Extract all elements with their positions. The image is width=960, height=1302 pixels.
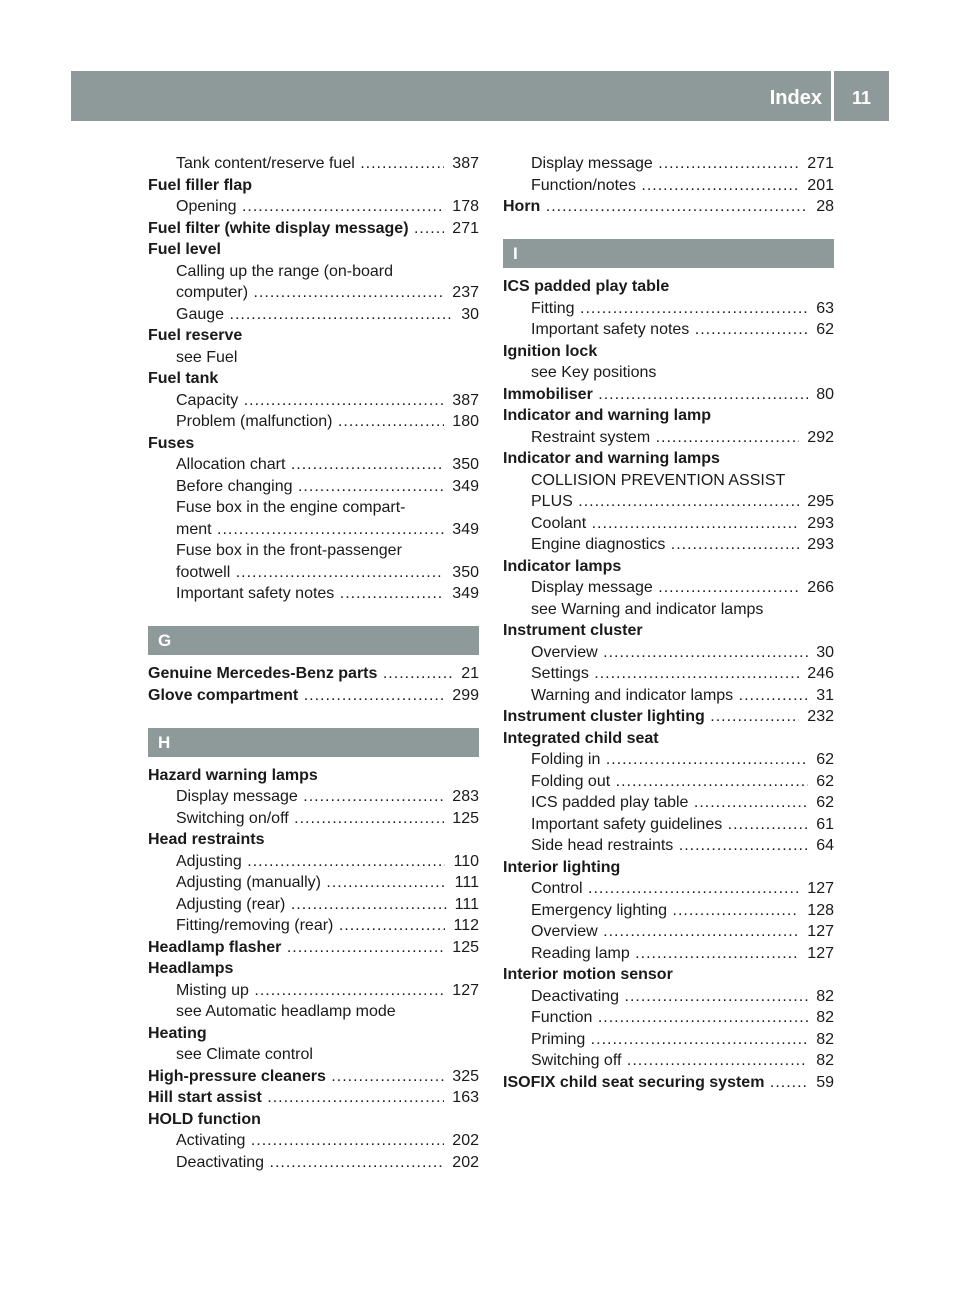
index-entry [148, 829, 479, 851]
entry-page-number[interactable]: 295 [799, 491, 834, 513]
index-subentry [148, 1001, 479, 1023]
entry-text: Settings [531, 665, 589, 682]
index-column-right [503, 153, 834, 1093]
entry-page-number[interactable]: 293 [799, 534, 834, 556]
index-entry [148, 1023, 479, 1045]
index-subentry[interactable] [503, 513, 834, 535]
entry-text: High-pressure cleaners [148, 1067, 326, 1085]
index-entry [148, 765, 479, 787]
index-entry [503, 556, 834, 578]
index-subentry[interactable] [503, 175, 834, 197]
index-subentry[interactable] [503, 814, 834, 836]
index-subentry [148, 261, 479, 283]
entry-text: see Key positions [531, 364, 657, 381]
entry-text: Switching on/off [176, 809, 289, 827]
entry-page-number[interactable]: 111 [447, 894, 479, 916]
entry-text: PLUS [531, 493, 573, 510]
index-entry [503, 964, 834, 986]
index-subentry[interactable] [503, 792, 834, 814]
entry-page-number[interactable]: 350 [444, 562, 479, 584]
index-subentry[interactable] [503, 1029, 834, 1051]
entry-text: Engine diagnostics [531, 536, 666, 553]
entry-text: Calling up the range (on-board [176, 262, 394, 280]
entry-page-number[interactable]: 82 [808, 1029, 834, 1051]
index-entry [148, 958, 479, 980]
index-subentry[interactable] [148, 894, 479, 916]
entry-text: Coolant [531, 514, 587, 532]
entry-page-number[interactable]: 292 [799, 427, 834, 449]
entry-text: Restraint system [531, 428, 651, 446]
index-subentry[interactable] [148, 304, 479, 326]
index-subentry[interactable] [503, 491, 834, 513]
entry-text: Ignition lock [503, 342, 598, 360]
entry-text: Allocation chart [176, 456, 286, 473]
index-entry [503, 728, 834, 750]
entry-page-number[interactable]: 31 [808, 685, 834, 707]
index-subentry[interactable] [148, 1130, 479, 1152]
entry-text: Activating [176, 1132, 246, 1149]
entry-page-number[interactable]: 30 [808, 642, 834, 664]
entry-text: Hill start assist [148, 1089, 262, 1106]
index-entry [148, 1109, 479, 1131]
index-subentry[interactable] [148, 980, 479, 1002]
entry-text: Immobiliser [503, 385, 593, 403]
entry-text: Fuses [148, 434, 195, 452]
entry-page-number[interactable]: 127 [799, 878, 834, 900]
entry-page-number[interactable]: 180 [444, 411, 479, 433]
entry-page-number[interactable]: 325 [444, 1066, 479, 1088]
entry-page-number[interactable]: 63 [808, 298, 834, 320]
index-subentry[interactable] [148, 282, 479, 304]
index-entry[interactable] [503, 384, 834, 406]
index-subentry[interactable] [148, 808, 479, 830]
entry-text: Warning and indicator lamps [531, 686, 734, 704]
entry-page-number[interactable]: 163 [444, 1087, 479, 1109]
index-subentry [148, 347, 479, 369]
entry-text: Interior motion sensor [503, 966, 673, 983]
entry-page-number[interactable]: 349 [444, 583, 479, 605]
entry-text: Adjusting (manually) [176, 874, 321, 891]
section-spacer [148, 605, 479, 627]
entry-text: see Automatic headlamp mode [176, 1003, 396, 1020]
entry-text: footwell [176, 563, 231, 581]
entry-text: see Warning and indicator lamps [531, 600, 764, 618]
entry-page-number[interactable]: 82 [808, 986, 834, 1008]
index-subentry[interactable] [148, 786, 479, 808]
entry-text: see Climate control [176, 1046, 313, 1063]
entry-page-number[interactable]: 349 [444, 519, 479, 541]
entry-page-number[interactable]: 349 [444, 476, 479, 498]
index-subentry[interactable] [503, 1007, 834, 1029]
entry-text: Display message [176, 788, 298, 805]
entry-text: Side head restraints [531, 837, 674, 854]
entry-page-number[interactable]: 62 [808, 749, 834, 771]
entry-page-number[interactable]: 350 [444, 454, 479, 476]
entry-text: ISOFIX child seat securing system [503, 1073, 765, 1091]
entry-page-number[interactable]: 246 [799, 663, 834, 685]
index-entry[interactable] [148, 218, 479, 240]
entry-text: Instrument cluster lighting [503, 708, 705, 725]
entry-text: computer) [176, 284, 249, 301]
entry-text: Display message [531, 579, 653, 596]
entry-text: Fitting [531, 299, 575, 317]
index-subentry[interactable] [148, 583, 479, 605]
index-subentry [148, 497, 479, 519]
entry-page-number[interactable]: 112 [445, 915, 479, 937]
entry-text: Misting up [176, 981, 249, 999]
index-subentry[interactable] [503, 878, 834, 900]
entry-text: Important safety guidelines [531, 815, 723, 833]
index-subentry [148, 540, 479, 562]
index-subentry[interactable] [503, 298, 834, 320]
index-entry [148, 433, 479, 455]
entry-page-number[interactable]: 201 [799, 175, 834, 197]
entry-text: Function [531, 1009, 593, 1026]
entry-page-number[interactable]: 202 [444, 1152, 479, 1174]
entry-text: COLLISION PREVENTION ASSIST [531, 471, 786, 489]
entry-text: Fuse box in the front-passenger [176, 542, 402, 559]
entry-text: Overview [531, 643, 598, 661]
entry-page-number[interactable]: 387 [444, 153, 479, 175]
section-spacer [503, 218, 834, 240]
entry-text: Instrument cluster [503, 622, 643, 639]
entry-text: Capacity [176, 391, 239, 409]
entry-text: Emergency lighting [531, 901, 668, 919]
index-subentry[interactable] [503, 642, 834, 664]
entry-page-number[interactable]: 271 [799, 153, 834, 175]
index-subentry[interactable] [148, 454, 479, 476]
index-entry [148, 368, 479, 390]
entry-page-number[interactable]: 64 [808, 835, 834, 857]
entry-text: see Fuel [176, 348, 238, 366]
section-letter: H [148, 728, 479, 757]
entry-text: Important safety notes [176, 585, 335, 602]
entry-page-number[interactable]: 62 [808, 771, 834, 793]
index-subentry[interactable] [503, 153, 834, 175]
index-subentry[interactable] [503, 1050, 834, 1072]
entry-page-number[interactable]: 178 [444, 196, 479, 218]
entry-page-number[interactable]: 127 [799, 943, 834, 965]
entry-page-number[interactable]: 28 [808, 196, 834, 218]
entry-text: Fitting/removing (rear) [176, 917, 334, 934]
index-entry[interactable] [148, 663, 479, 685]
entry-text: Heating [148, 1024, 207, 1042]
index-entry [503, 448, 834, 470]
entry-page-number[interactable]: 59 [808, 1072, 834, 1094]
index-subentry[interactable] [503, 943, 834, 965]
index-subentry [503, 470, 834, 492]
entry-text: Fuel filler flap [148, 176, 253, 194]
entry-page-number[interactable]: 299 [444, 685, 479, 707]
entry-text: ment [176, 520, 212, 538]
entry-page-number[interactable]: 232 [799, 706, 834, 728]
index-subentry[interactable] [148, 915, 479, 937]
index-entry [148, 239, 479, 261]
entry-text: Horn [503, 198, 541, 215]
entry-text: Indicator and warning lamp [503, 407, 712, 424]
entry-text: Tank content/reserve fuel [176, 155, 355, 172]
entry-text: Deactivating [176, 1153, 265, 1171]
entry-text: Fuel tank [148, 370, 219, 387]
index-subentry [503, 362, 834, 384]
entry-page-number[interactable]: 111 [447, 872, 479, 894]
entry-text: Fuse box in the engine compart- [176, 499, 406, 516]
index-subentry[interactable] [503, 663, 834, 685]
entry-text: Folding in [531, 751, 601, 768]
entry-text: Headlamps [148, 960, 234, 977]
entry-text: Adjusting [176, 852, 242, 870]
entry-page-number[interactable]: 125 [444, 937, 479, 959]
index-subentry[interactable] [503, 921, 834, 943]
entry-text: Indicator and warning lamps [503, 450, 720, 467]
entry-page-number[interactable]: 271 [444, 218, 479, 240]
entry-text: Fuel filter (white display message) [148, 219, 409, 237]
index-entry[interactable] [148, 1087, 479, 1109]
entry-text: ICS padded play table [503, 278, 670, 295]
section-letter: I [503, 239, 834, 268]
index-title: Index [769, 87, 822, 109]
index-entry[interactable] [148, 1066, 479, 1088]
entry-page-number[interactable]: 266 [799, 577, 834, 599]
entry-page-number[interactable]: 62 [808, 319, 834, 341]
entry-text: Interior lighting [503, 858, 621, 876]
entry-page-number[interactable]: 387 [444, 390, 479, 412]
entry-text: Overview [531, 923, 598, 940]
entry-text: Display message [531, 155, 653, 172]
index-subentry[interactable] [148, 1152, 479, 1174]
entry-page-number[interactable]: 237 [444, 282, 479, 304]
entry-page-number[interactable]: 125 [444, 808, 479, 830]
index-subentry [503, 599, 834, 621]
entry-text: Important safety notes [531, 321, 690, 338]
entry-text: Control [531, 880, 583, 897]
index-entry [148, 325, 479, 347]
entry-page-number[interactable]: 80 [808, 384, 834, 406]
entry-page-number[interactable]: 82 [808, 1007, 834, 1029]
entry-text: Function/notes [531, 176, 636, 194]
index-entry [503, 620, 834, 642]
entry-text: Integrated child seat [503, 729, 659, 747]
index-subentry[interactable] [503, 771, 834, 793]
page-number: 11 [851, 88, 872, 108]
entry-text: Switching off [531, 1052, 622, 1069]
index-subentry[interactable] [148, 872, 479, 894]
entry-text: Priming [531, 1030, 586, 1048]
entry-page-number[interactable]: 127 [799, 921, 834, 943]
entry-page-number[interactable]: 21 [453, 663, 479, 685]
entry-page-number[interactable]: 62 [808, 792, 834, 814]
entry-text: Folding out [531, 772, 611, 790]
index-subentry[interactable] [148, 851, 479, 873]
index-subentry[interactable] [148, 411, 479, 433]
index-subentry[interactable] [148, 476, 479, 498]
index-entry[interactable] [148, 937, 479, 959]
entry-page-number[interactable]: 202 [444, 1130, 479, 1152]
index-entry [148, 175, 479, 197]
entry-page-number[interactable]: 30 [453, 304, 479, 326]
entry-page-number[interactable]: 127 [444, 980, 479, 1002]
index-subentry[interactable] [503, 835, 834, 857]
index-entry[interactable] [503, 1072, 834, 1094]
entry-text: HOLD function [148, 1110, 261, 1128]
entry-text: Head restraints [148, 831, 265, 848]
entry-page-number[interactable]: 82 [808, 1050, 834, 1072]
entry-text: Adjusting (rear) [176, 895, 286, 913]
index-subentry[interactable] [503, 534, 834, 556]
entry-text: Hazard warning lamps [148, 766, 318, 784]
entry-text: ICS padded play table [531, 794, 689, 811]
index-entry[interactable] [148, 685, 479, 707]
entry-text: Fuel level [148, 241, 221, 258]
index-subentry[interactable] [503, 685, 834, 707]
index-subentry[interactable] [148, 562, 479, 584]
entry-page-number[interactable]: 283 [444, 786, 479, 808]
entry-page-number[interactable]: 293 [799, 513, 834, 535]
index-subentry[interactable] [503, 900, 834, 922]
index-entry[interactable] [503, 196, 834, 218]
entry-text: Reading lamp [531, 944, 630, 962]
index-subentry[interactable] [503, 577, 834, 599]
index-subentry[interactable] [503, 319, 834, 341]
index-subentry[interactable] [148, 390, 479, 412]
index-subentry[interactable] [503, 749, 834, 771]
entry-page-number[interactable]: 110 [445, 851, 479, 873]
index-subentry[interactable] [503, 427, 834, 449]
entry-page-number[interactable]: 128 [799, 900, 834, 922]
index-subentry[interactable] [148, 153, 479, 175]
entry-text: Deactivating [531, 987, 620, 1005]
entry-text: Opening [176, 198, 237, 215]
section-letter: G [148, 626, 479, 655]
entry-text: Problem (malfunction) [176, 413, 333, 430]
index-column-left [148, 153, 479, 1173]
entry-text: Indicator lamps [503, 557, 622, 575]
index-entry [503, 405, 834, 427]
index-subentry [148, 1044, 479, 1066]
entry-text: Fuel reserve [148, 327, 243, 344]
entry-text: Gauge [176, 305, 225, 323]
index-subentry[interactable] [503, 986, 834, 1008]
index-subentry[interactable] [148, 196, 479, 218]
index-subentry[interactable] [148, 519, 479, 541]
entry-text: Headlamp flasher [148, 938, 282, 956]
entry-text: Genuine Mercedes-Benz parts [148, 665, 378, 682]
entry-text: Before changing [176, 477, 293, 495]
index-entry [503, 857, 834, 879]
index-entry [503, 341, 834, 363]
index-entry [503, 276, 834, 298]
index-entry[interactable] [503, 706, 834, 728]
section-spacer [148, 706, 479, 728]
entry-text: Glove compartment [148, 686, 299, 704]
entry-page-number[interactable]: 61 [808, 814, 834, 836]
